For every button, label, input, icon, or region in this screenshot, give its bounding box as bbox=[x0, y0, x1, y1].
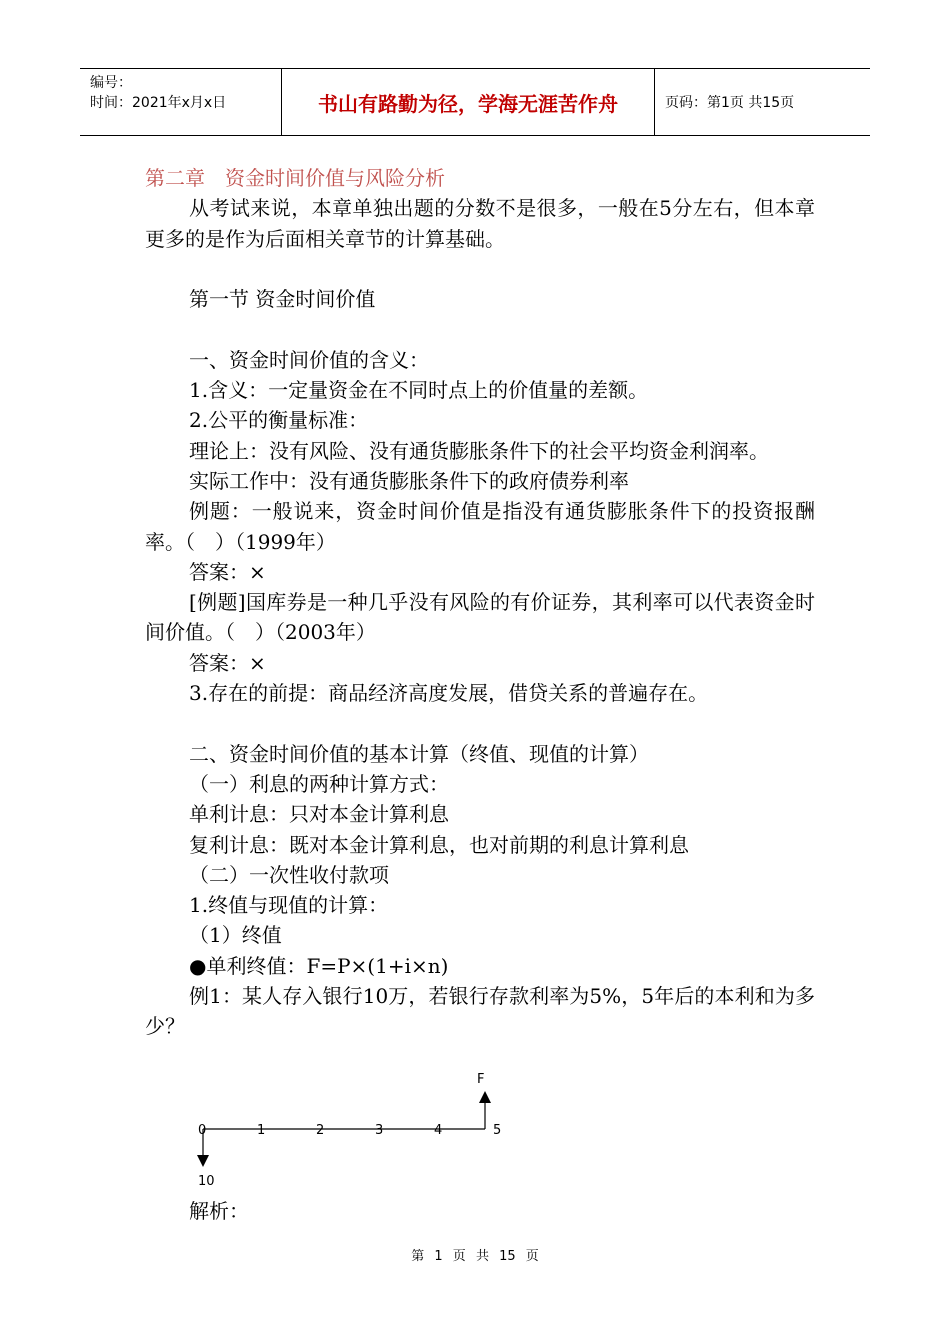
analysis-block bbox=[145, 1196, 815, 1226]
tick-label: 3 bbox=[375, 1123, 384, 1138]
fv-label: F bbox=[477, 1072, 485, 1087]
tick-label: 4 bbox=[434, 1123, 443, 1138]
compound-interest: 复利计息：既对本金计算利息，也对前期的利息计算利息 bbox=[189, 832, 689, 857]
tick-label: 5 bbox=[493, 1123, 502, 1138]
tick-label: 0 bbox=[198, 1123, 207, 1138]
tick-label: 1 bbox=[257, 1123, 266, 1138]
motto: 书山有路勤为径，学海无涯苦作舟 bbox=[318, 91, 618, 116]
simple-fv-formula: ●单利终值：F=P×(1+i×n) bbox=[189, 953, 449, 978]
document-body bbox=[145, 163, 815, 1042]
cashflow-svg bbox=[190, 1065, 520, 1195]
footer-gong: 共 bbox=[475, 1249, 489, 1264]
part2-title: 二、资金时间价值的基本计算（终值、现值的计算） bbox=[189, 741, 649, 766]
up-arrow-icon bbox=[479, 1091, 491, 1103]
answer-2: 答案：× bbox=[189, 650, 266, 675]
answer-1: 答案：× bbox=[189, 559, 266, 584]
cashflow-diagram bbox=[190, 1065, 520, 1195]
example-3: 例1：某人存入银行10万，若银行存款利率为5%，5年后的本利和为多少？ bbox=[145, 984, 815, 1039]
number-label: 编号： bbox=[90, 75, 132, 91]
header-table bbox=[80, 68, 870, 136]
practice-paragraph: 实际工作中：没有通货膨胀条件下的政府债券利率 bbox=[189, 468, 629, 493]
sub-interest-methods: （一）利息的两种计算方式： bbox=[189, 771, 449, 796]
item-fv-pv: 1.终值与现值的计算： bbox=[189, 893, 389, 918]
item-premise: 3.存在的前提：商品经济高度发展，借贷关系的普遍存在。 bbox=[189, 681, 709, 706]
pv-amount-label: 10 bbox=[198, 1174, 215, 1189]
footer-total: 15 bbox=[499, 1249, 516, 1264]
simple-interest: 单利计息：只对本金计算利息 bbox=[189, 802, 449, 827]
chapter-title: 第二章 资金时间价值与风险分析 bbox=[145, 166, 445, 190]
intro-paragraph: 从考试来说，本章单独出题的分数不是很多，一般在5分左右，但本章更多的是作为后面相关章节的计算基础。 bbox=[145, 196, 815, 251]
page-label: 页码：第1页 共15页 bbox=[665, 95, 795, 111]
header-motto-cell bbox=[282, 69, 655, 135]
item-standard: 2.公平的衡量标准： bbox=[189, 408, 369, 433]
page-footer bbox=[0, 1245, 950, 1264]
analysis-label: 解析： bbox=[189, 1199, 249, 1223]
header-left-cell bbox=[80, 69, 282, 135]
footer-page-number: 1 bbox=[434, 1249, 443, 1264]
footer-di: 第 bbox=[411, 1249, 425, 1264]
example-2: [例题]国库券是一种几乎没有风险的有价证券，其利率可以代表资金时间价值。（ ）（2003年） bbox=[145, 590, 815, 645]
theory-paragraph: 理论上：没有风险、没有通货膨胀条件下的社会平均资金利润率。 bbox=[189, 438, 769, 463]
footer-ye: 页 bbox=[452, 1249, 466, 1264]
item-definition: 1.含义：一定量资金在不同时点上的价值量的差额。 bbox=[189, 378, 649, 403]
time-label: 时间：2021年x月x日 bbox=[90, 95, 227, 111]
sub-lump-sum: （二）一次性收付款项 bbox=[189, 862, 389, 887]
part1-title: 一、资金时间价值的含义： bbox=[189, 347, 429, 372]
example-1: 例题：一般说来，资金时间价值是指没有通货膨胀条件下的投资报酬率。（ ）（1999年） bbox=[145, 499, 815, 554]
down-arrow-icon bbox=[197, 1155, 209, 1167]
tick-label: 2 bbox=[316, 1123, 325, 1138]
header-page-cell bbox=[655, 69, 870, 135]
future-value: （1）终值 bbox=[189, 923, 282, 948]
section-title: 第一节 资金时间价值 bbox=[189, 287, 376, 312]
footer-ye2: 页 bbox=[525, 1249, 539, 1264]
